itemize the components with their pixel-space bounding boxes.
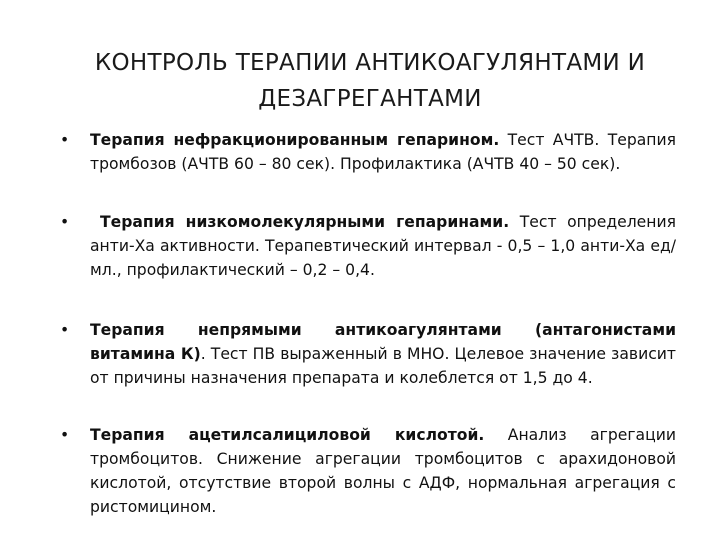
bullet-heading: Терапия нефракционированным гепарином. bbox=[90, 131, 500, 149]
bullet-text: Анализ агрегации тромбоцитов. Снижение агрегации тромбоцитов с арахидоновой кислотой, отсутствие второй волны с АДФ, нормальная агрегация с ристомицином. bbox=[90, 426, 676, 516]
bullet-heading: Терапия непрямыми антикоагулянтами (антагонистами витамина К) bbox=[90, 321, 676, 363]
bullet-marker: • bbox=[60, 213, 70, 231]
bullet-text: Тест АЧТВ. Терапия тромбозов (АЧТВ 60 – 80 сек). Профилактика (АЧТВ 40 – 50 сек). bbox=[90, 131, 677, 173]
bullet-marker: • bbox=[60, 426, 70, 444]
bullet-item-heparin bbox=[60, 128, 677, 176]
bullet-item-aspirin bbox=[60, 423, 676, 519]
bullet-heading: Терапия ацетилсалициловой кислотой. bbox=[90, 426, 485, 444]
bullet-text: Тест определения анти-Ха активности. Терапевтический интервал - 0,5 – 1,0 анти-Ха ед/мл., профилактический – 0,2 – 0,4. bbox=[90, 213, 676, 279]
bullet-marker: • bbox=[60, 321, 70, 339]
bullet-item-lmwh bbox=[60, 210, 676, 282]
bullet-item-indirect-anticoagulants bbox=[60, 318, 676, 390]
bullet-marker: • bbox=[60, 131, 70, 149]
bullet-heading: Терапия низкомолекулярными гепаринами. bbox=[100, 213, 510, 231]
bullet-text: . Тест ПВ выраженный в МНО. Целевое значение зависит от причины назначения препарата и колеблется от 1,5 до 4. bbox=[90, 345, 676, 387]
slide-title: КОНТРОЛЬ ТЕРАПИИ АНТИКОАГУЛЯНТАМИ И ДЕЗАГРЕГАНТАМИ bbox=[94, 50, 646, 113]
